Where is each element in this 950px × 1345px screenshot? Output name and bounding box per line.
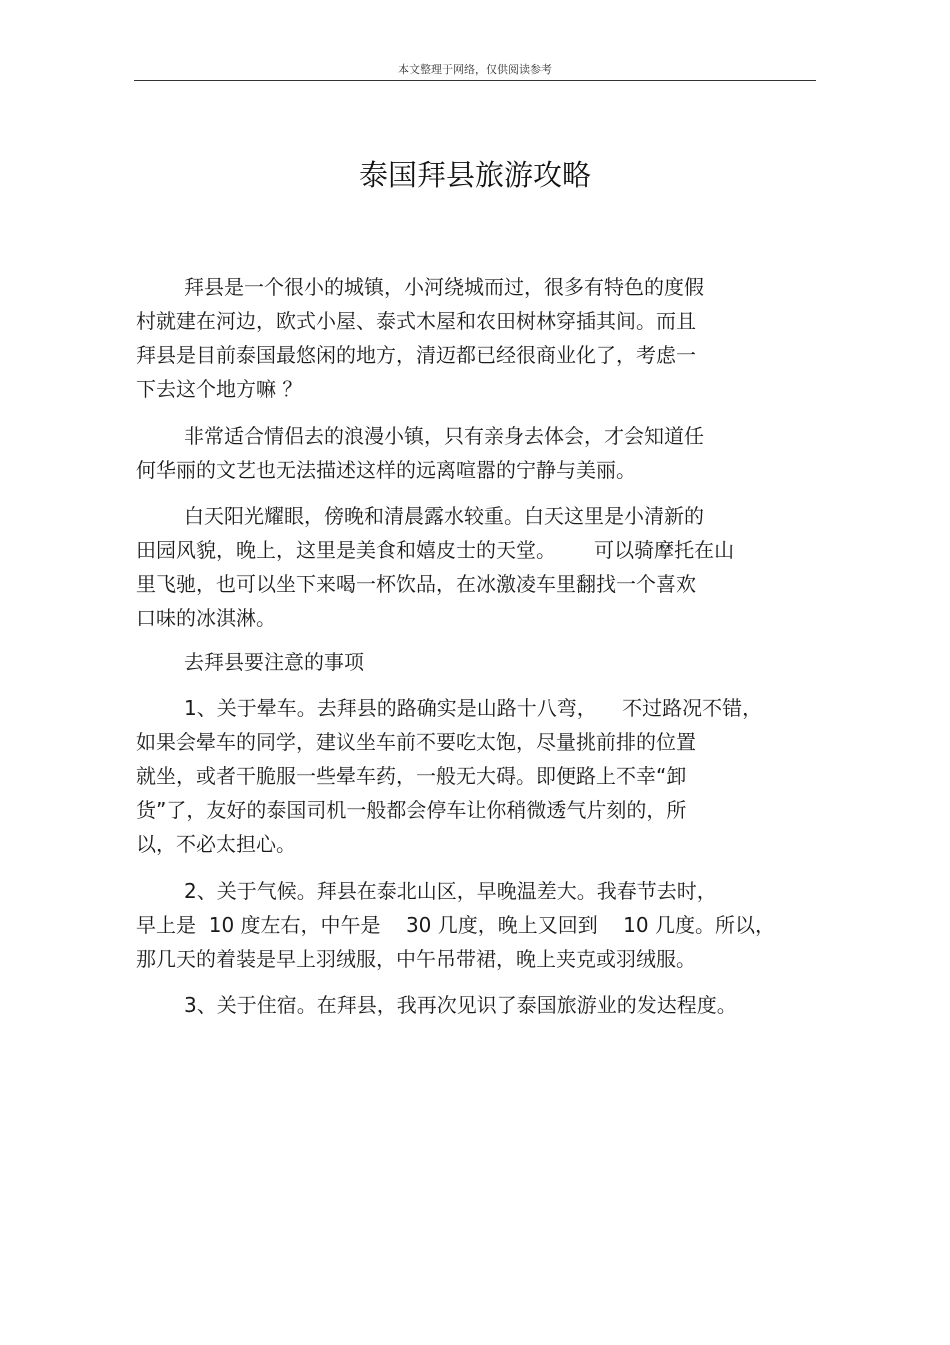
paragraph	[136, 419, 816, 487]
section-heading	[136, 645, 816, 679]
text-line: 1、关于晕车。去拜县的路确实是山路十八弯， 不过路况不错，	[184, 696, 763, 720]
text-line: 去拜县要注意的事项	[184, 649, 364, 674]
text-line: 早上是 10 度左右，中午是 30 几度，晚上又回到 10 几度。所以，	[136, 912, 775, 937]
text-line: 白天阳光耀眼，傍晚和清晨露水较重。白天这里是小清新的	[184, 504, 704, 528]
text-line: 就坐，或者干脆服一些晕车药，一般无大碍。即便路上不幸“卸	[136, 764, 687, 788]
text-line: 拜县是一个很小的城镇，小河绕城而过，很多有特色的度假	[184, 275, 704, 299]
paragraph	[136, 988, 816, 1022]
header-note: 本文整理于网络，仅供阅读参考	[398, 63, 552, 76]
text-line: 口味的冰淇淋。	[136, 606, 276, 630]
text-line: 那几天的着装是早上羽绒服，中午吊带裙，晚上夹克或羽绒服。	[136, 946, 696, 971]
document-title: 泰国拜县旅游攻略	[358, 158, 591, 192]
text-line: 3、关于住宿。在拜县，我再次见识了泰国旅游业的发达程度。	[184, 993, 737, 1017]
text-line: 何华丽的文艺也无法描述这样的远离喧嚣的宁静与美丽。	[136, 457, 636, 482]
text-line: 非常适合情侣去的浪漫小镇，只有亲身去体会，才会知道任	[184, 423, 704, 448]
paragraph	[136, 691, 816, 861]
text-line: 以，不必太担心。	[136, 832, 296, 856]
text-line: 货”了，友好的泰国司机一般都会停车让你稍微透气片刻的，所	[136, 798, 687, 822]
text-line: 村就建在河边，欧式小屋、泰式木屋和农田树林穿插其间。而且	[136, 309, 696, 333]
page-header	[134, 58, 816, 81]
text-line: 拜县是目前泰国最悠闲的地方，清迈都已经很商业化了，考虑一	[136, 343, 696, 367]
text-line: 里飞驰，也可以坐下来喝一杯饮品，在冰激凌车里翻找一个喜欢	[136, 572, 696, 596]
document-body	[136, 270, 816, 1022]
text-line: 下去这个地方嘛 ？	[136, 377, 303, 401]
text-line: 2、关于气候。拜县在泰北山区，早晚温差大。我春节去时，	[184, 878, 717, 903]
paragraph	[136, 499, 816, 635]
paragraph	[136, 874, 816, 976]
paragraph	[136, 270, 816, 406]
text-line: 田园风貌，晚上，这里是美食和嬉皮士的天堂。 可以骑摩托在山	[136, 538, 735, 562]
text-line: 如果会晕车的同学，建议坐车前不要吃太饱，尽量挑前排的位置	[136, 730, 696, 754]
